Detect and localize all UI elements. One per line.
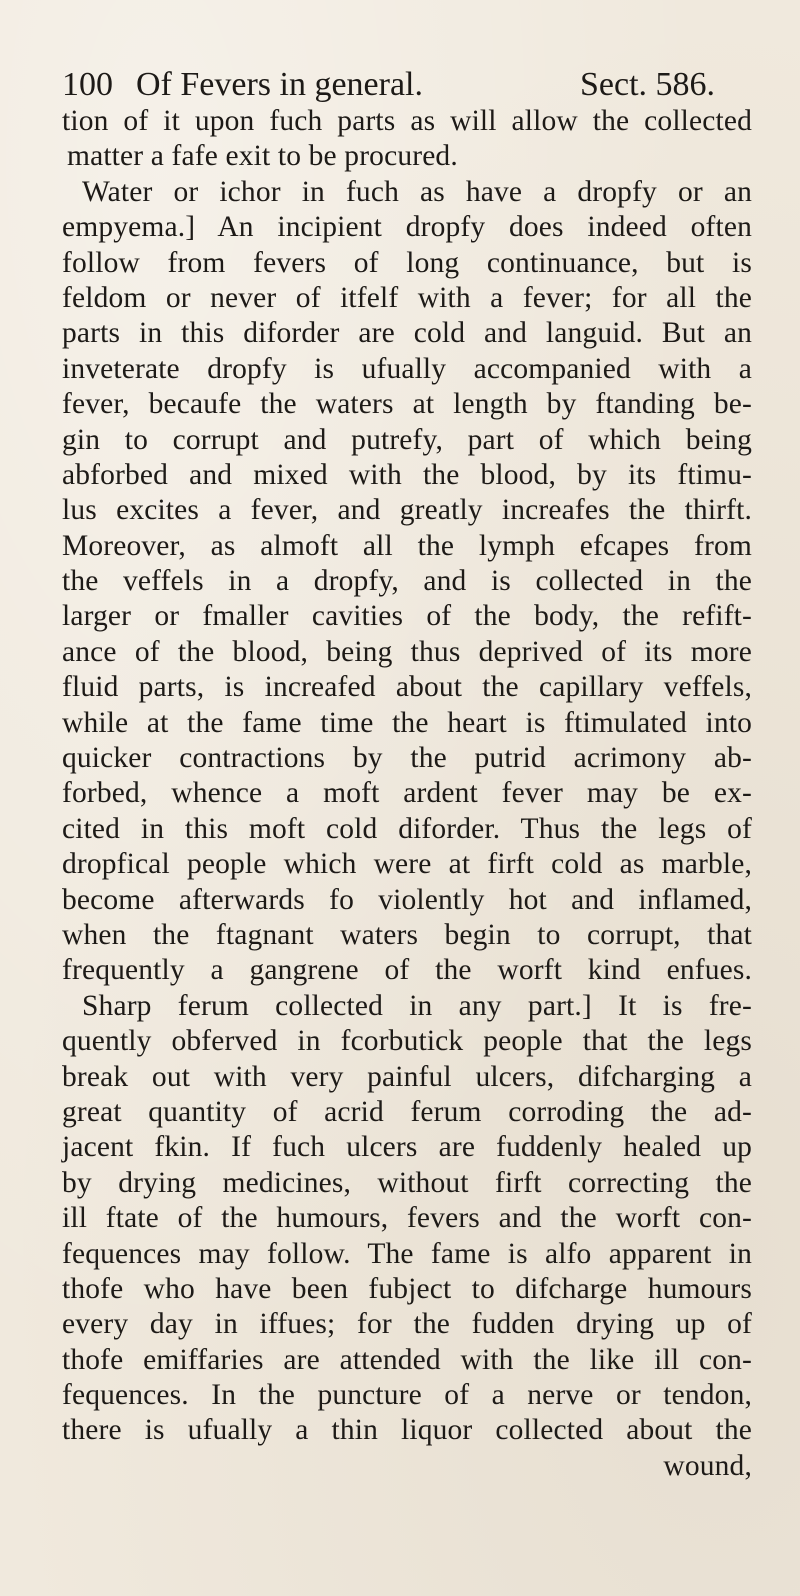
text-line: ill ftate of the humours, fevers and the worft con-: [62, 1202, 752, 1235]
text-line: lus excites a fever, and greatly increafes the thirft.: [62, 494, 752, 527]
text-line: when the ftagnant waters begin to corrupt, that: [62, 918, 752, 951]
text-line: thofe emiffaries are attended with the like ill con-: [62, 1343, 752, 1376]
running-title: Of Fevers in general.: [136, 66, 424, 103]
text-line: tion of it upon fuch parts as will allow the collected: [62, 105, 752, 137]
text-line: frequently a gangrene of the worft kind enfues.: [62, 954, 752, 987]
text-line: break out with very painful ulcers, difcharging a: [62, 1060, 752, 1093]
text-line: quicker contractions by the putrid acrimony ab-: [62, 742, 752, 775]
text-line: thofe who have been fubject to difcharge humours: [62, 1272, 752, 1305]
catchword: wound,: [663, 1449, 752, 1482]
text-line: dropfical people which were at firft cold as marble,: [62, 848, 752, 881]
text-line: fever, becaufe the waters at length by ftanding be-: [62, 388, 752, 421]
text-line: become afterwards fo violently hot and inflamed,: [62, 883, 752, 916]
text-line: Sharp ferum collected in any part.] It is fre-: [82, 989, 752, 1022]
text-line: Water or ichor in fuch as have a dropfy or an: [82, 175, 752, 208]
text-line: quently obferved in fcorbutick people that the legs: [62, 1025, 752, 1058]
text-line: jacent fkin. If fuch ulcers are fuddenly healed up: [62, 1131, 752, 1164]
section-reference: Sect. 586.: [580, 66, 716, 103]
text-line: there is ufually a thin liquor collected about the: [62, 1414, 752, 1447]
text-line: ance of the blood, being thus deprived of its more: [62, 635, 752, 668]
page-header: [62, 60, 800, 110]
text-line: fequences. In the puncture of a nerve or tendon,: [62, 1379, 752, 1412]
text-line: larger or fmaller cavities of the body, the refift-: [62, 600, 752, 633]
text-line: matter a fafe exit to be procured.: [67, 140, 458, 173]
text-line: while at the fame time the heart is ftimulated into: [62, 706, 752, 739]
page-number: 100: [62, 66, 113, 103]
text-line: feldom or never of itfelf with a fever; for all the: [62, 281, 752, 314]
text-line: fequences may follow. The fame is alfo apparent in: [62, 1237, 752, 1270]
text-line: empyema.] An incipient dropfy does indeed often: [62, 211, 752, 244]
text-line: every day in iffues; for the fudden drying up of: [62, 1308, 752, 1341]
text-line: gin to corrupt and putrefy, part of which being: [62, 423, 752, 456]
body-text: [62, 104, 752, 1484]
text-line: fluid parts, is increafed about the capillary veffels,: [62, 671, 752, 704]
text-line: follow from fevers of long continuance, but is: [62, 246, 752, 279]
text-line: by drying medicines, without firft correcting the: [62, 1166, 752, 1199]
text-line: the veffels in a dropfy, and is collected in the: [62, 565, 752, 598]
text-line: parts in this diforder are cold and languid. But an: [62, 317, 752, 350]
text-line: forbed, whence a moft ardent fever may be ex-: [62, 777, 752, 810]
text-line: abforbed and mixed with the blood, by its ftimu-: [62, 458, 752, 491]
text-line: inveterate dropfy is ufually accompanied with a: [62, 352, 752, 385]
text-line: great quantity of acrid ferum corroding the ad-: [62, 1095, 752, 1128]
text-line: Moreover, as almoft all the lymph efcapes from: [62, 529, 752, 562]
text-line: cited in this moft cold diforder. Thus the legs of: [62, 812, 752, 845]
